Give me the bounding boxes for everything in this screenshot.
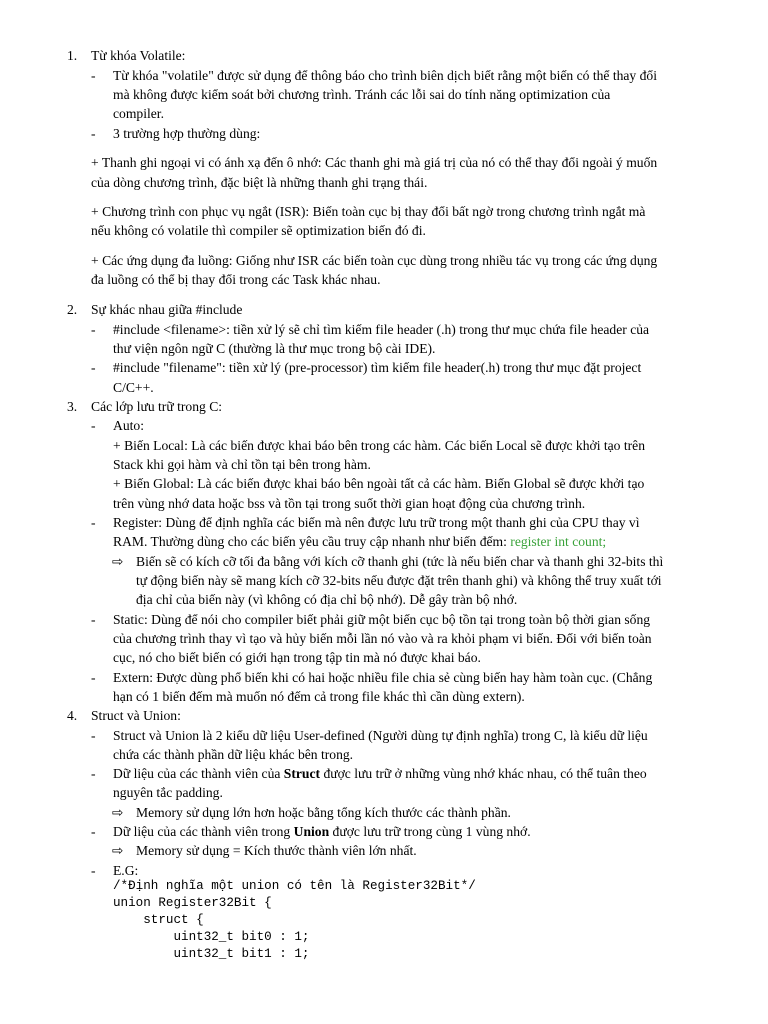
paragraph-line [113,532,606,551]
bullet-dash: - [91,728,96,743]
paragraph-line: Memory sử dụng lớn hơn hoặc bằng tổng kích thước các thành phần. [136,805,511,820]
paragraph-line: + Biến Global: Là các biến được khai báo bên ngoài tất cả các hàm. Biến Global sẽ được khởi tạo [113,476,645,491]
paragraph-line: tự động biến này sẽ mang kích cỡ 32-bits nếu được đặt trên thanh ghi) và không thể truy xuất tới [136,573,662,588]
paragraph-line: Memory sử dụng = Kích thước thành viên lớn nhất. [136,843,417,858]
paragraph-line: mà không được kiểm soát bởi chương trình. Tránh các lỗi sai do tính năng optimization của [113,87,611,102]
paragraph-line: + Các ứng dụng đa luồng: Giống như ISR các biến toàn cục dùng trong nhiều tác vụ trong các ứng dụng [91,253,658,268]
paragraph-text: Dữ liệu của các thành viên trong [113,824,294,839]
paragraph-line: đa luồng có thể bị thay đổi trong các Task khác nhau. [91,272,381,287]
paragraph-text: được lưu trữ trong cùng 1 vùng nhớ. [329,824,531,839]
paragraph-line: cục, nó cho biết biến có giới hạn trong tập tin mà nó được khai báo. [113,650,481,665]
paragraph-line: Struct và Union là 2 kiểu dữ liệu User-defined (Người dùng tự định nghĩa) trong C, là kiểu dữ liệu [113,728,648,743]
paragraph-line: Static: Dùng để nói cho compiler biết phải giữ một biến cục bộ tồn tại trong toàn bộ thời gian sống [113,612,651,627]
paragraph-line: Auto: [113,418,144,433]
list-number: 4. [67,708,78,723]
paragraph-line: chứa các thành phần dữ liệu khác bên trong. [113,747,354,762]
bullet-dash: - [91,612,96,627]
paragraph-line: + Chương trình con phục vụ ngắt (ISR): Biến toàn cục bị thay đổi bất ngờ trong chương trình ngắt mà [91,204,646,219]
bullet-dash: - [91,670,96,685]
arrow-icon: ⇨ [112,805,124,820]
section-heading-include: Sự khác nhau giữa #include [91,302,243,317]
bullet-dash: - [91,360,96,375]
paragraph-line: của chương trình thay vì tạo và hủy biến mỗi lần nó vào và ra khỏi phạm vi biến. Đối với biến toàn [113,631,652,646]
paragraph-line: Register: Dùng để định nghĩa các biến mà nên được lưu trữ trong một thanh ghi của CPU thay vì [113,515,640,530]
code-line: union Register32Bit { [113,896,272,910]
list-number: 2. [67,302,78,317]
code-line: uint32_t bit1 : 1; [113,947,310,961]
paragraph-line: + Thanh ghi ngoại vi có ánh xạ đến ô nhớ: Các thanh ghi mà giá trị của nó có thể thay đổi ngoài ý muốn [91,155,658,170]
paragraph-line [113,822,531,841]
paragraph-line: Stack khi gọi hàm và chỉ tồn tại bên trong hàm. [113,457,371,472]
paragraph-line: #include <filename>: tiền xử lý sẽ chỉ tìm kiếm file header (.h) trong thư mục chứa file header của [113,322,650,337]
bullet-dash: - [91,515,96,530]
paragraph-line: nguyên tắc padding. [113,785,223,800]
bullet-dash: - [91,68,96,83]
section-heading-volatile: Từ khóa Volatile: [91,48,186,63]
paragraph-text: Dữ liệu của các thành viên của [113,766,284,781]
bullet-dash: - [91,863,96,878]
paragraph-line: trên vùng nhớ data hoặc bss và tồn tại trong suốt thời gian hoạt động của chương trình. [113,496,586,511]
section-heading-storage-classes: Các lớp lưu trữ trong C: [91,399,223,414]
paragraph-line: 3 trường hợp thường dùng: [113,126,261,141]
paragraph-text: được lưu trữ ở những vùng nhớ khác nhau, có thể tuân theo [320,766,647,781]
paragraph-text: RAM. Thường dùng cho các biến yêu cầu truy cập nhanh như biến đếm: [113,534,511,549]
bold-term: Union [293,824,330,839]
list-number: 3. [67,399,78,414]
arrow-icon: ⇨ [112,554,124,569]
paragraph-line: địa chỉ của biến này (vì không có địa chỉ bộ nhớ). Dễ gây tràn bộ nhớ. [136,592,518,607]
paragraph-line: nếu không có volatile thì compiler sẽ optimization biến đó đi. [91,223,426,238]
bullet-dash: - [91,322,96,337]
paragraph-line: hạn có 1 biến đếm mà muốn nó đếm cả trong file khác thì cần dùng extern). [113,689,525,704]
paragraph-line: Extern: Được dùng phổ biến khi có hai hoặc nhiều file chia sẻ cùng biến hay hàm toàn cục. (Chẳng [113,670,653,685]
paragraph-line: Từ khóa "volatile" được sử dụng để thông báo cho trình biên dịch biết rằng một biến có thể thay đổi [113,68,657,83]
code-line: uint32_t bit0 : 1; [113,930,310,944]
paragraph-line: compiler. [113,106,164,121]
bold-term: Struct [283,766,321,781]
paragraph-line: + Biến Local: Là các biến được khai báo bên trong các hàm. Các biến Local sẽ được khởi tạo trên [113,438,646,453]
arrow-icon: ⇨ [112,843,124,858]
code-line: struct { [113,913,204,927]
paragraph-line: của dòng chương trình, đặc biệt là những thanh ghi trạng thái. [91,175,428,190]
bullet-dash: - [91,418,96,433]
bullet-dash: - [91,766,96,781]
paragraph-line: #include "filename": tiền xử lý (pre-processor) tìm kiếm file header(.h) trong thư mục đặt project [113,360,642,375]
bullet-dash: - [91,824,96,839]
paragraph-line: thư viện ngôn ngữ C (thường là thư mục trong bộ cài IDE). [113,341,436,356]
paragraph-line: Biến sẽ có kích cỡ tối đa bằng với kích cỡ thanh ghi (tức là nếu biến char và thanh ghi 32-bits thì [136,554,664,569]
paragraph-line: E.G: [113,863,139,878]
paragraph-line: C/C++. [113,380,154,395]
list-number: 1. [67,48,78,63]
paragraph-line [113,764,647,783]
section-heading-struct-union: Struct và Union: [91,708,181,723]
code-line: /*Định nghĩa một union có tên là Register32Bit*/ [113,879,476,893]
bullet-dash: - [91,126,96,141]
inline-code-example: register int count; [510,534,607,549]
